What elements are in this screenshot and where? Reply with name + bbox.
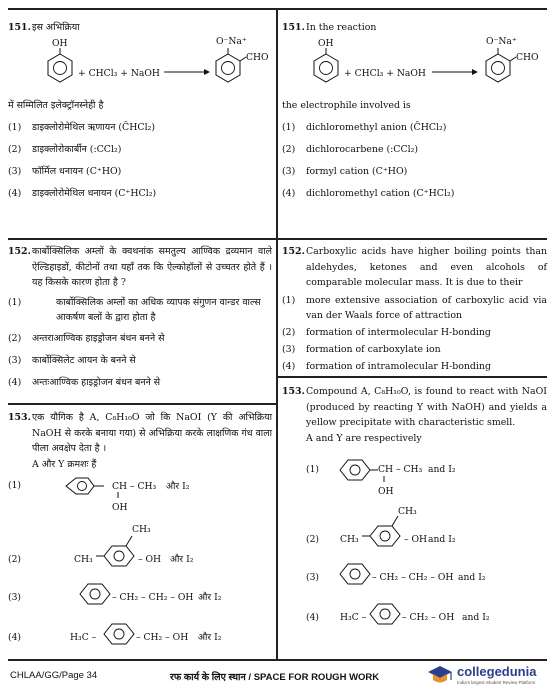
option-number: (3) (282, 166, 296, 177)
option-1[interactable] (282, 452, 547, 502)
option-3[interactable] (8, 161, 272, 183)
reagent-label: and I₂ (428, 534, 456, 545)
option-text: formation of intramolecular H-bonding (306, 360, 491, 372)
product-cho-label: CHO (516, 51, 539, 63)
rough-work-label: रफ कार्य के लिए स्थान / SPACE FOR ROUGH WORK (170, 672, 380, 683)
option-text: formyl cation (C⁺HO) (306, 166, 408, 177)
option-number: (2) (8, 554, 22, 565)
ch3-left-label: CH₃ (340, 534, 359, 545)
column-divider (276, 8, 278, 660)
option-text: अन्तराआण्विक हाइड्रोजन बंधन बनने से (32, 332, 165, 344)
option-2[interactable] (282, 139, 547, 161)
option-text: dichlorocarbene (:CCl₂) (306, 144, 419, 155)
option-text: फॉर्मिल धनायन (C⁺HO) (32, 166, 122, 177)
option-number: (1) (8, 480, 22, 491)
option-text: कार्बोक्सिलेट आयन के बनने से (32, 354, 136, 366)
option-4[interactable] (8, 183, 272, 205)
option-number: (1) (282, 294, 296, 306)
question-text: the electrophile involved is (282, 99, 411, 111)
option-number: (1) (8, 122, 22, 133)
option-number: (4) (8, 188, 22, 199)
question-number: 151. (8, 22, 31, 33)
product-ona-label: O⁻Na⁺ (216, 35, 247, 47)
question-sub: A और Y क्रमशः हैं (32, 458, 97, 470)
option-2[interactable] (8, 518, 272, 576)
option-1[interactable] (8, 472, 272, 518)
reagents-label: + CHCl₃ + NaOH (78, 67, 160, 79)
option-2[interactable] (282, 324, 547, 341)
option-number: (2) (306, 534, 320, 545)
option-text: formation of intermolecular H-bonding (306, 326, 491, 338)
reactant-oh-label: OH (318, 37, 334, 49)
reagent-label: और I₂ (170, 554, 194, 565)
reaction-scheme (282, 36, 547, 96)
option-4[interactable] (282, 596, 547, 636)
option-3[interactable] (282, 341, 547, 358)
reagent-label: और I₂ (198, 592, 222, 603)
question-text: Carboxylic acids have higher boiling points than aldehydes, ketones and even alcohols of comparable molecular mass. It is due to their (306, 246, 547, 288)
q152-english (282, 244, 547, 375)
chain-label: – CH₂ – CH₂ – OH (112, 592, 194, 603)
collegedunia-logo (427, 662, 547, 690)
option-3[interactable] (282, 161, 547, 183)
option-number: (4) (306, 612, 320, 623)
oh-label: – OH (138, 554, 162, 565)
option-number: (2) (8, 144, 22, 155)
option-4[interactable] (282, 183, 547, 205)
option-text: कार्बोक्सिलिक अम्लों का अधिक व्यापक संगुणन वान्डर वाल्स आकर्षण बलों के द्वारा होता है (56, 296, 261, 323)
option-number: (4) (282, 188, 296, 199)
option-4[interactable] (282, 358, 547, 375)
reagents-label: + CHCl₃ + NaOH (344, 67, 426, 79)
benzene-ring-icon (8, 472, 88, 512)
option-4[interactable] (8, 616, 272, 656)
question-text: में सम्मिलित इलेक्ट्रॉनस्नेही है (8, 99, 104, 111)
benzene-ring-icon (282, 556, 382, 596)
benzene-ring-icon (282, 596, 422, 636)
benzene-ring-icon (8, 576, 108, 616)
option-text: dichloromethyl cation (C⁺HCl₂) (306, 188, 455, 199)
option-number: (4) (282, 360, 296, 372)
option-3[interactable] (8, 350, 272, 372)
q153-hindi (8, 410, 272, 656)
option-1[interactable] (8, 117, 272, 139)
option-text: formation of carboxylate ion (306, 343, 441, 355)
logo-text: collegedunia (457, 664, 537, 679)
reagent-label: and I₂ (458, 572, 486, 583)
top-rule (8, 8, 547, 10)
question-text: कार्बोक्सिलिक अम्लों के क्वथनांक समतुल्य आण्विक द्रव्यमान वाले ऐल्डिहाइडों, कीटोनों तथा यहाँ तक कि ऐल्कोहॉलों से उच्चतर होते हैं । यह किसके कारण होता है ? (32, 246, 272, 288)
option-3[interactable] (282, 556, 547, 596)
option-number: (2) (282, 144, 296, 155)
oh-label: OH (112, 502, 128, 513)
hindi-column (8, 14, 272, 663)
chain-label: – CH₂ – CH₂ – OH (372, 572, 454, 583)
english-column (282, 14, 547, 663)
option-number: (3) (8, 354, 22, 366)
option-text: अन्तःआण्विक हाइड्रोजन बंधन बनने से (32, 376, 161, 388)
chain-label: – CH₂ – OH (136, 632, 189, 643)
option-1[interactable] (282, 117, 547, 139)
option-number: (3) (8, 592, 22, 603)
option-1[interactable] (8, 295, 272, 326)
option-2[interactable] (282, 502, 547, 556)
option-text: डाइक्लोरोमेथिल धनायन (C⁺HCl₂) (32, 188, 157, 199)
question-text: Compound A, C₈H₁₀O, is found to react with NaOI (produced by reacting Y with NaOH) and yields a yellow precipitate with characteristic smell. (306, 386, 547, 428)
option-number: (3) (8, 166, 22, 177)
question-text: एक यौगिक है A, C₈H₁₀O जो कि NaOI (Y की अभिक्रिया NaOH से करके बनाया गया) से अभिक्रिया करके लाक्षणिक गंध वाला पीला अवक्षेप देता है । (32, 412, 272, 454)
product-cho-label: CHO (246, 51, 269, 63)
benzene-ring-icon (8, 616, 148, 656)
q152-hindi (8, 244, 272, 394)
option-number: (3) (282, 343, 296, 355)
option-number: (2) (282, 326, 296, 338)
ch3-top-label: CH₃ (132, 524, 151, 535)
chain-label: CH – CH₃ (378, 464, 423, 475)
question-number: 151. (282, 22, 305, 33)
chain-label: – CH₂ – OH (402, 612, 455, 623)
ch3-top-label: CH₃ (398, 506, 417, 517)
q151-english (282, 20, 547, 205)
question-number: 152. (282, 246, 305, 257)
option-number: (2) (8, 332, 22, 344)
reagent-label: and I₂ (462, 612, 490, 623)
product-ona-label: O⁻Na⁺ (486, 35, 517, 47)
graduation-cap-icon (427, 662, 453, 688)
chain-label: CH – CH₃ (112, 481, 157, 492)
question-number: 153. (282, 386, 305, 397)
option-2[interactable] (8, 328, 272, 350)
h3c-label: H₃C – (340, 612, 367, 623)
reaction-scheme (8, 36, 272, 96)
oh-label: OH (378, 486, 394, 497)
reagent-label: and I₂ (428, 464, 456, 475)
question-sub: A and Y are respectively (306, 432, 422, 444)
question-number: 152. (8, 246, 31, 257)
option-1[interactable] (282, 293, 547, 324)
option-number: (3) (306, 572, 320, 583)
page-footer (0, 660, 553, 693)
option-number: (1) (8, 296, 22, 308)
option-4[interactable] (8, 372, 272, 394)
question-stem: In the reaction (306, 22, 377, 33)
toluene-ring-icon (282, 502, 442, 556)
reactant-oh-label: OH (52, 37, 68, 49)
reagent-label: और I₂ (198, 632, 222, 643)
h3c-label: H₃C – (70, 632, 97, 643)
option-number: (4) (8, 376, 22, 388)
logo-tagline: India's largest Student Review Platform (457, 680, 536, 685)
ch3-left-label: CH₃ (74, 554, 93, 565)
option-number: (1) (306, 464, 320, 475)
option-text: डाइक्लोरोमेथिल ऋणायन (C̄HCl₂) (32, 122, 155, 133)
question-stem: इस अभिक्रिया (32, 22, 80, 33)
benzene-ring-icon (282, 452, 382, 492)
oh-label: – OH (404, 534, 428, 545)
option-number: (1) (282, 122, 296, 133)
option-text: dichloromethyl anion (C̄HCl₂) (306, 122, 447, 133)
reagent-label: और I₂ (166, 481, 190, 492)
option-text: डाइक्लोरोकार्बीन (:CCl₂) (32, 144, 122, 155)
page-id: CHLAA/GG/Page 34 (10, 670, 98, 681)
q153-english (282, 384, 547, 636)
question-number: 153. (8, 412, 31, 423)
option-number: (4) (8, 632, 22, 643)
option-text: more extensive association of carboxylic acid via van der Waals force of attraction (306, 294, 547, 321)
option-3[interactable] (8, 576, 272, 616)
option-2[interactable] (8, 139, 272, 161)
q151-hindi (8, 20, 272, 205)
